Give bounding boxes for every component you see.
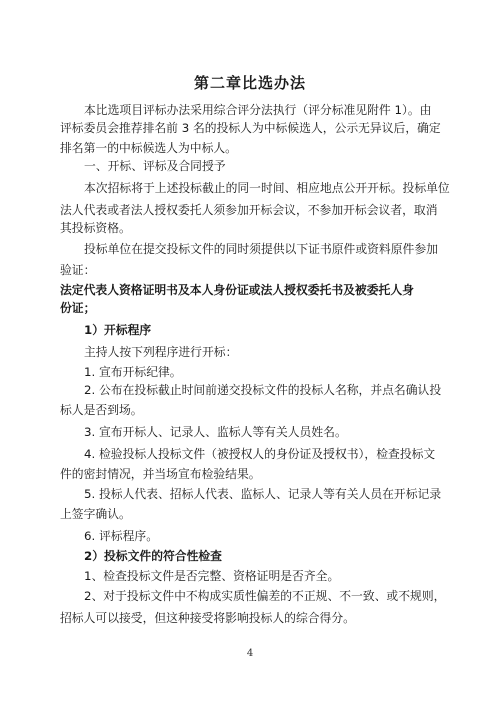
text-line: 一、开标、评标及合同授予 <box>84 159 226 173</box>
text-line: 投标单位在提交投标文件的同时须提供以下证书原件或资料原件参加 <box>84 242 438 256</box>
text-line: 本比选项目评标办法采用综合评分法执行（评分标准见附件 1）。由 <box>84 103 432 117</box>
text-line: 2. 公布在投标截止时间前递交投标文件的投标人名称，并点名确认投 <box>84 383 442 397</box>
text-line: 招标人可以接受，但这种接受将影响投标人的综合得分。 <box>60 611 355 625</box>
text-line: 2、对于投标文件中不构成实质性偏差的不正规、不一致、或不规则， <box>84 589 446 603</box>
text-line: 评标委员会推荐排名前 3 名的投标人为中标候选人，公示无异议后，确定 <box>60 121 441 135</box>
text-line: 验证： <box>60 263 96 277</box>
bold-text-line: 2）投标文件的符合性检查 <box>84 549 222 563</box>
text-line: 标人是否到场。 <box>60 403 143 417</box>
bold-text-line: 法定代表人资格证明书及本人身份证或法人授权委托书及被委托人身 <box>60 283 414 297</box>
text-line: 排名第一的中标候选人为中标人。 <box>60 141 237 155</box>
text-line: 其投标资格。 <box>60 221 131 235</box>
text-line: 1、检查投标文件是否完整、资格证明是否齐全。 <box>84 569 340 583</box>
text-line: 件的密封情况，并当场宣布检验结果。 <box>60 467 261 481</box>
bold-text-line: 1）开标程序 <box>84 323 152 337</box>
text-line: 5. 投标人代表、招标人代表、监标人、记录人等有关人员在开标记录 <box>84 487 442 501</box>
text-line: 本次招标将于上述投标截止的同一时间、相应地点公开开标。投标单位 <box>84 181 450 195</box>
text-line: 1. 宣布开标纪律。 <box>84 365 182 379</box>
text-line: 主持人按下列程序进行开标： <box>84 345 238 359</box>
text-line: 3. 宣布开标人、记录人、监标人等有关人员姓名。 <box>84 425 347 439</box>
text-line: 6. 评标程序。 <box>84 529 158 543</box>
bold-text-line: 份证； <box>60 301 96 315</box>
text-line: 法人代表或者法人授权委托人须参加开标会议，不参加开标会议者，取消 <box>60 203 438 217</box>
page-number: 4 <box>246 648 254 659</box>
text-line: 4. 检验投标人投标文件（被授权人的身份证及授权书），检查投标文 <box>84 447 436 461</box>
chapter-title: 第二章比选办法 <box>193 74 306 92</box>
text-line: 上签字确认。 <box>60 507 131 521</box>
